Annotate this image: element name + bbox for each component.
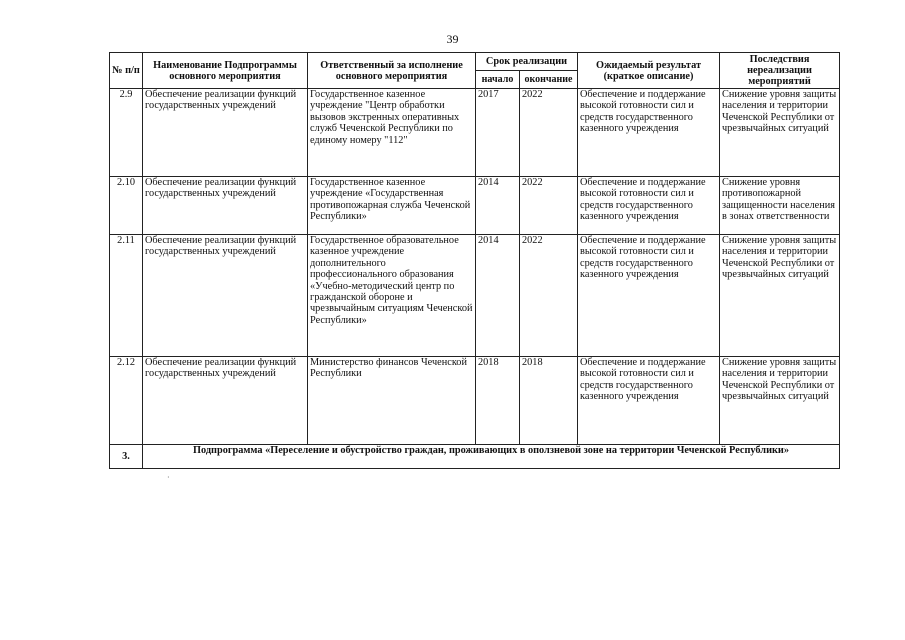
- row-name: Обеспечение реализации функций государственных учреждений: [143, 177, 308, 235]
- header-num: № п/п: [110, 53, 143, 89]
- row-consequences: Снижение уровня защиты населения и территории Чеченской Республики от чрезвычайных ситуаций: [720, 357, 840, 445]
- program-table: [109, 52, 840, 469]
- header-start: начало: [476, 71, 520, 89]
- row-consequences: Снижение уровня противопожарной защищенности населения в зонах ответственности: [720, 177, 840, 235]
- header-period: Срок реализации: [476, 53, 578, 71]
- table-row: [110, 89, 840, 177]
- row-responsible: Государственное образовательное казенное учреждение дополнительного профессионального образования «Учебно-методический центр по гражданской обороне и чрезвычайным ситуациям Чеченской Республики»: [308, 235, 476, 357]
- header-name: Наименование Подпрограммы основного мероприятия: [143, 53, 308, 89]
- scan-dot: ·: [167, 473, 170, 482]
- row-name: Обеспечение реализации функций государственных учреждений: [143, 89, 308, 177]
- page-number: 39: [446, 32, 459, 46]
- table-row: [110, 177, 840, 235]
- header-responsible: Ответственный за исполнение основного мероприятия: [308, 53, 476, 89]
- row-consequences: Снижение уровня защиты населения и территории Чеченской Республики от чрезвычайных ситуаций: [720, 235, 840, 357]
- section-row: [110, 445, 840, 469]
- row-start: 2014: [476, 235, 520, 357]
- row-consequences: Снижение уровня защиты населения и территории Чеченской Республики от чрезвычайных ситуаций: [720, 89, 840, 177]
- row-name: Обеспечение реализации функций государственных учреждений: [143, 235, 308, 357]
- row-num: 2.11: [110, 235, 143, 357]
- header-consequences: Последствия нереализации мероприятий: [720, 53, 840, 89]
- header-result: Ожидаемый результат (краткое описание): [578, 53, 720, 89]
- row-result: Обеспечение и поддержание высокой готовности сил и средств государственного казенного учреждения: [578, 235, 720, 357]
- row-responsible: Министерство финансов Чеченской Республики: [308, 357, 476, 445]
- row-result: Обеспечение и поддержание высокой готовности сил и средств государственного казенного учреждения: [578, 357, 720, 445]
- row-responsible: Государственное казенное учреждение "Центр обработки вызовов экстренных оперативных служб Чеченской Республики по единому номеру "112": [308, 89, 476, 177]
- row-num: 2.10: [110, 177, 143, 235]
- row-end: 2022: [520, 177, 578, 235]
- row-start: 2018: [476, 357, 520, 445]
- row-name: Обеспечение реализации функций государственных учреждений: [143, 357, 308, 445]
- section-title: Подпрограмма «Переселение и обустройство граждан, проживающих в оползневой зоне на территории Чеченской Республики»: [143, 445, 840, 469]
- row-end: 2018: [520, 357, 578, 445]
- row-num: 2.12: [110, 357, 143, 445]
- row-responsible: Государственное казенное учреждение «Государственная противопожарная служба Чеченской Республики»: [308, 177, 476, 235]
- row-start: 2014: [476, 177, 520, 235]
- row-num: 2.9: [110, 89, 143, 177]
- row-result: Обеспечение и поддержание высокой готовности сил и средств государственного казенного учреждения: [578, 89, 720, 177]
- row-result: Обеспечение и поддержание высокой готовности сил и средств государственного казенного учреждения: [578, 177, 720, 235]
- table-row: [110, 357, 840, 445]
- row-start: 2017: [476, 89, 520, 177]
- table-row: [110, 235, 840, 357]
- row-end: 2022: [520, 235, 578, 357]
- section-num: 3.: [110, 445, 143, 469]
- header-end: окончание: [520, 71, 578, 89]
- row-end: 2022: [520, 89, 578, 177]
